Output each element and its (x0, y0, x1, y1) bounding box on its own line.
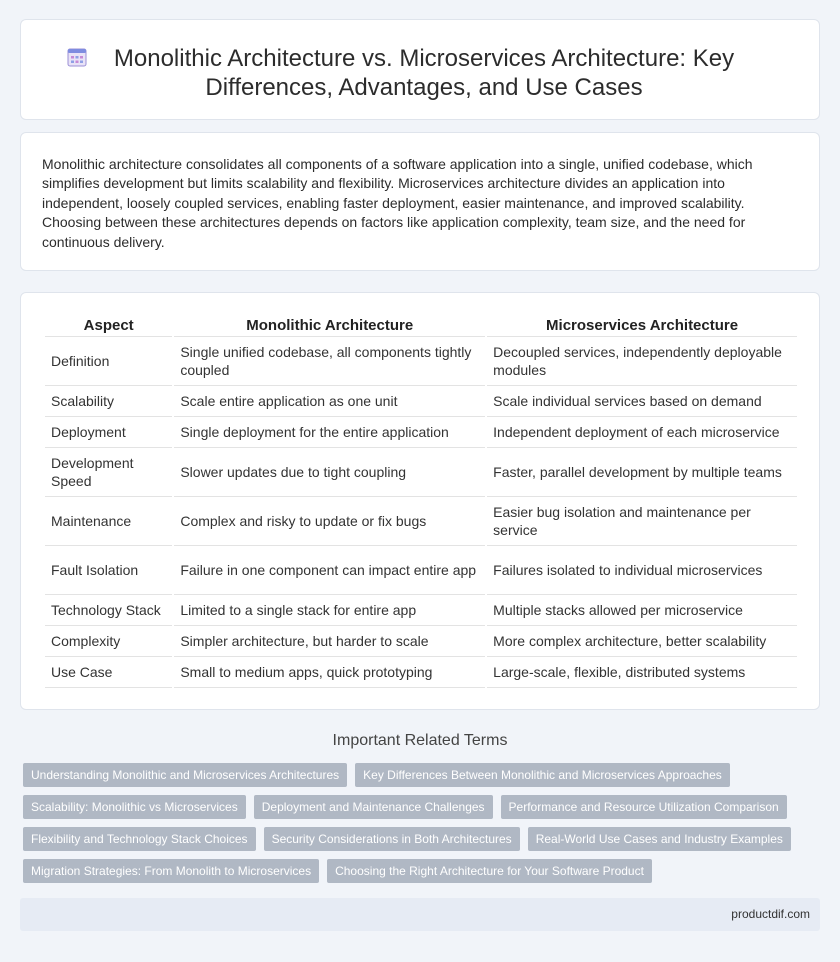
aspect-cell: Technology Stack (45, 595, 172, 626)
microservices-cell: Failures isolated to individual microservices (487, 546, 797, 595)
aspect-cell: Development Speed (45, 448, 172, 497)
monolithic-cell: Single deployment for the entire application (174, 417, 485, 448)
footer (20, 898, 820, 931)
monolithic-cell: Slower updates due to tight coupling (174, 448, 485, 497)
aspect-cell: Maintenance (45, 497, 172, 546)
column-header-aspect: Aspect (45, 314, 172, 337)
table-row (45, 546, 797, 595)
table-row (45, 417, 797, 448)
table-header-row (45, 314, 797, 337)
related-term-tag[interactable]: Deployment and Maintenance Challenges (254, 795, 493, 819)
site-domain[interactable]: productdif.com (731, 907, 810, 921)
monolithic-cell: Simpler architecture, but harder to scale (174, 626, 485, 657)
table-row (45, 595, 797, 626)
comparison-table-card (20, 292, 820, 710)
microservices-cell: More complex architecture, better scalability (487, 626, 797, 657)
monolithic-cell: Limited to a single stack for entire app (174, 595, 485, 626)
microservices-cell: Scale individual services based on demand (487, 386, 797, 417)
intro-card (20, 132, 820, 271)
related-term-tag[interactable]: Understanding Monolithic and Microservices Architectures (23, 763, 347, 787)
comparison-table (43, 314, 799, 688)
related-term-tag[interactable]: Scalability: Monolithic vs Microservices (23, 795, 246, 819)
monolithic-cell: Single unified codebase, all components tightly coupled (174, 337, 485, 386)
related-term-tag[interactable]: Real-World Use Cases and Industry Examples (528, 827, 791, 851)
microservices-cell: Large-scale, flexible, distributed systems (487, 657, 797, 688)
table-row (45, 657, 797, 688)
aspect-cell: Fault Isolation (45, 546, 172, 595)
microservices-cell: Independent deployment of each microservice (487, 417, 797, 448)
page-title: Monolithic Architecture vs. Microservices Architecture: Key Differences, Advantages, and Use Cases (113, 45, 735, 101)
related-terms-list (23, 763, 803, 891)
monolithic-cell: Scale entire application as one unit (174, 386, 485, 417)
related-terms-heading: Important Related Terms (332, 732, 508, 749)
microservices-cell: Easier bug isolation and maintenance per service (487, 497, 797, 546)
related-term-tag[interactable]: Flexibility and Technology Stack Choices (23, 827, 256, 851)
monolithic-cell: Failure in one component can impact entire app (174, 546, 485, 595)
aspect-cell: Deployment (45, 417, 172, 448)
related-term-tag[interactable]: Choosing the Right Architecture for Your Software Product (327, 859, 652, 883)
monolithic-cell: Complex and risky to update or fix bugs (174, 497, 485, 546)
column-header-monolithic: Monolithic Architecture (174, 314, 485, 337)
microservices-cell: Multiple stacks allowed per microservice (487, 595, 797, 626)
monolithic-cell: Small to medium apps, quick prototyping (174, 657, 485, 688)
column-header-microservices: Microservices Architecture (487, 314, 797, 337)
related-term-tag[interactable]: Performance and Resource Utilization Comparison (501, 795, 787, 819)
aspect-cell: Definition (45, 337, 172, 386)
aspect-cell: Complexity (45, 626, 172, 657)
header-card (20, 19, 820, 120)
aspect-cell: Use Case (45, 657, 172, 688)
table-row (45, 497, 797, 546)
microservices-cell: Faster, parallel development by multiple teams (487, 448, 797, 497)
microservices-cell: Decoupled services, independently deployable modules (487, 337, 797, 386)
related-term-tag[interactable]: Security Considerations in Both Architectures (264, 827, 520, 851)
table-row (45, 386, 797, 417)
intro-paragraph: Monolithic architecture consolidates all components of a software application into a single, unified codebase, which simplifies development but limits scalability and flexibility. Microservices architecture divides an application into independent, loosely coupled services, enabling faster deployment, easier maintenance, and improved scalability. Choosing between these architectures depends on factors like application complexity, team size, and the need for continuous delivery. (42, 156, 753, 250)
table-row (45, 626, 797, 657)
related-term-tag[interactable]: Migration Strategies: From Monolith to Microservices (23, 859, 319, 883)
related-term-tag[interactable]: Key Differences Between Monolithic and Microservices Approaches (355, 763, 730, 787)
aspect-cell: Scalability (45, 386, 172, 417)
table-row (45, 337, 797, 386)
table-row (45, 448, 797, 497)
